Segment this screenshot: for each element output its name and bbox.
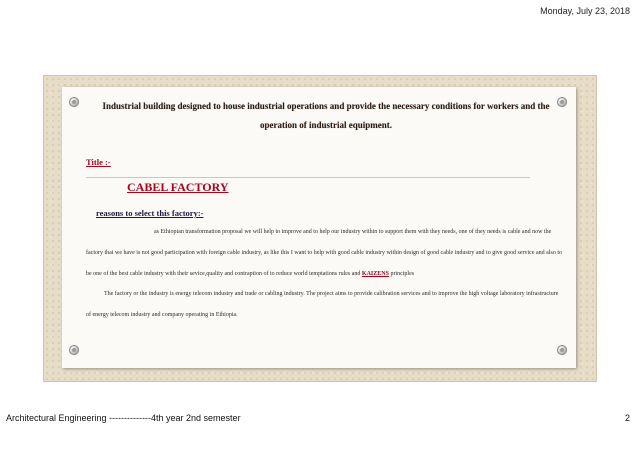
reason-text: as Ethiopian transformation proposal we will help to improve and to help our industry within to support them with they needs, one of they needs is cable and now the factory that we have is not good participation with foreign cable industry, as like this I want to help with good cable industry within design of good cable industry and to give good service and also to be one of the best cable industry with their sevice,quality and contraption of to reduce world temptations rules and [86,229,563,277]
project-paragraph: The factory or the industry is energy telecom industry and trade or cabling industry. The project aims to provide calibration services and to improve the high voltage laboratory infrastructure of energy telecom industry and company operating in Ethiopia. [86,291,559,319]
kaizens-highlight: KAIZENS [361,270,389,277]
reason-text-end: principles [390,270,415,277]
pin-icon [557,345,567,355]
title-label: Title :- [86,157,111,167]
page-number: 2 [624,413,630,423]
header-date: Monday, July 23, 2018 [540,6,630,16]
pin-icon [69,345,79,355]
divider [86,177,530,178]
footer-course: Architectural Engineering --------------4th year 2nd semester [6,413,241,423]
reason-paragraph [86,222,564,284]
factory-name: CABEL FACTORY [127,180,229,194]
pin-icon [557,97,567,107]
slide-heading: Industrial building designed to house industrial operations and provide the necessary conditions for workers and the operation of industrial equipment. [102,101,550,130]
slide-body [86,222,564,326]
reasons-heading: reasons to select this factory:- [96,208,204,218]
pin-icon [69,97,79,107]
